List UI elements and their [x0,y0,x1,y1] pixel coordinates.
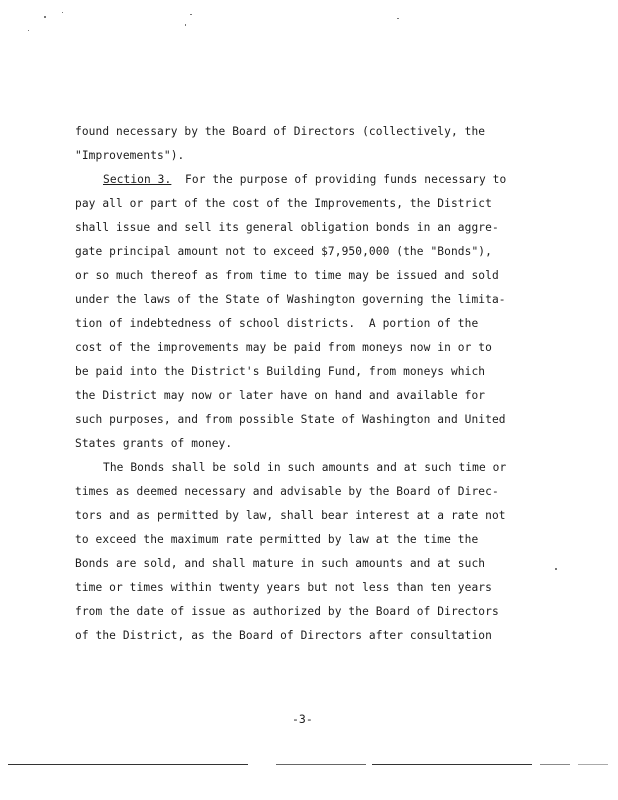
scan-speck [44,16,46,18]
text-line: cost of the improvements may be paid from moneys now in or to [75,341,492,354]
text-line: times as deemed necessary and advisable by the Board of Direc- [75,485,499,498]
section-heading: Section 3. [103,173,172,186]
text-line: shall issue and sell its general obligation bonds in an aggre- [75,221,499,234]
scan-speck [190,14,192,15]
text-line: to exceed the maximum rate permitted by law at the time the [75,533,479,546]
footer-rule [578,764,608,765]
scan-speck [62,12,63,13]
section-text: For the purpose of providing funds necessary to [171,173,507,186]
text-line: States grants of money. [75,437,233,450]
text-line: tors and as permitted by law, shall bear interest at a rate not [75,509,506,522]
text-line: pay all or part of the cost of the Improvements, the District [75,197,492,210]
text-line: the District may now or later have on hand and available for [75,389,486,402]
scan-speck [185,24,186,26]
scan-speck [397,18,399,19]
text-line: time or times within twenty years but not less than ten years [75,581,492,594]
text-line: be paid into the District's Building Fund, from moneys which [75,365,486,378]
footer-rule [8,764,248,765]
footer-rule [276,764,366,765]
text-line: such purposes, and from possible State of Washington and United [75,413,506,426]
footer-rule [372,764,532,765]
footer-rule [540,764,570,765]
scan-speck [28,30,29,31]
text-line: of the District, as the Board of Directors after consultation [75,629,492,642]
text-line: tion of indebtedness of school districts. A portion of the [75,317,479,330]
text-line: "Improvements"). [75,149,185,162]
text-line: found necessary by the Board of Directors (collectively, the [75,125,486,138]
text-line [103,173,506,187]
text-line: under the laws of the State of Washington governing the limita- [75,293,506,306]
text-line: from the date of issue as authorized by the Board of Directors [75,605,499,618]
text-line: Bonds are sold, and shall mature in such amounts and at such [75,557,486,570]
page-number: -3- [292,712,313,726]
text-line: or so much thereof as from time to time may be issued and sold [75,269,499,282]
text-line: gate principal amount not to exceed $7,950,000 (the "Bonds"), [75,245,492,258]
scan-speck [555,568,557,570]
text-line: The Bonds shall be sold in such amounts and at such time or [103,461,507,474]
